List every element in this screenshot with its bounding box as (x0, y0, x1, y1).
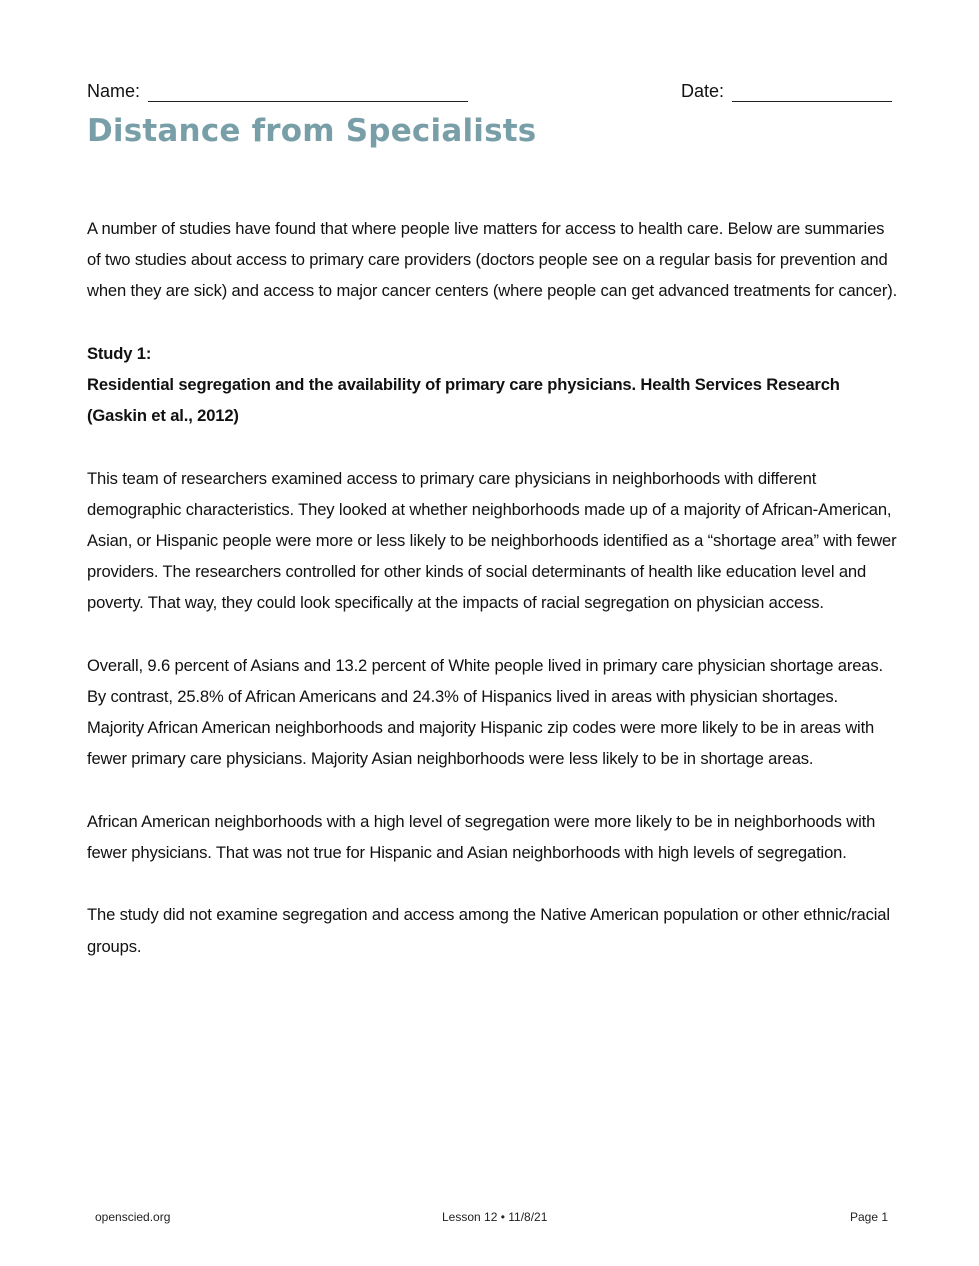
intro-paragraph: A number of studies have found that where people live matters for access to health care. Below are summaries of two studies about access to primary care providers (doctors people see on a regular basis for prevention and when they are sick) and access to major cancer centers (where people can get advanced treatments for cancer). (87, 219, 898, 301)
date-blank[interactable] (732, 83, 892, 102)
study1-paragraph: This team of researchers examined access to primary care physicians in neighborhoods with different demographic characteristics. They looked at whether neighborhoods made up of a majority of African-American, Asian, or Hispanic people were more or less likely to be neighborhoods identified as a “shortage area” with fewer providers. The researchers controlled for other kinds of social determinants of health like education level and poverty. That way, they could look specifically at the impacts of racial segregation on physician access. (87, 468, 897, 613)
footer-page: Page 1 (850, 1210, 889, 1224)
name-field[interactable] (87, 81, 468, 102)
study1-label: Study 1: (87, 343, 152, 363)
footer-site: openscied.org (95, 1210, 171, 1224)
document-body (87, 213, 899, 993)
date-field[interactable] (681, 81, 892, 102)
study1-heading (87, 338, 899, 432)
name-blank[interactable] (148, 83, 468, 102)
footer-lesson: Lesson 12 • 11/8/21 (442, 1210, 548, 1224)
study1-paragraph: The study did not examine segregation and access among the Native American population or other ethnic/racial groups. (87, 905, 890, 956)
date-label: Date: (681, 81, 725, 101)
name-label: Name: (87, 81, 141, 101)
study1-citation: Residential segregation and the availability of primary care physicians. Health Services Research (Gaskin et al., 2012) (87, 375, 840, 426)
page-title: Distance from Specialists (87, 113, 537, 149)
study1-paragraph: Overall, 9.6 percent of Asians and 13.2 percent of White people lived in primary care physician shortage areas. By contrast, 25.8% of African Americans and 24.3% of Hispanics lived in areas with physician shortages. Majority African American neighborhoods and majority Hispanic zip codes were more likely to be in areas with fewer primary care physicians. Majority Asian neighborhoods were less likely to be in shortage areas. (87, 655, 883, 769)
study1-paragraph: African American neighborhoods with a high level of segregation were more likely to be in neighborhoods with fewer physicians. That was not true for Hispanic and Asian neighborhoods with high levels of segregation. (87, 811, 876, 862)
